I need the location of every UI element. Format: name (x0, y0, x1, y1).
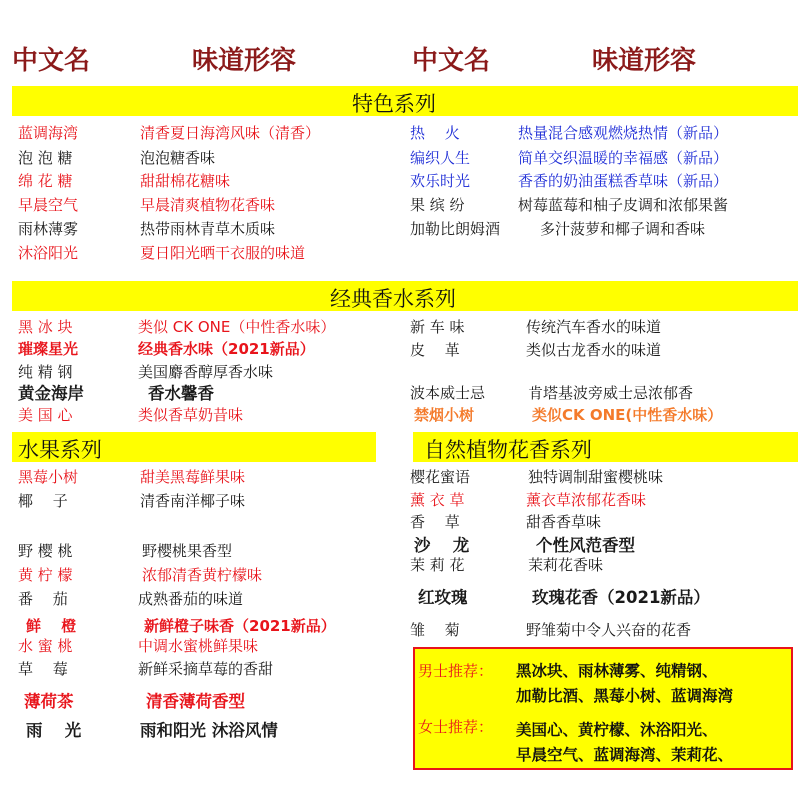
list-item: 雨和阳光 沐浴风情 (140, 721, 278, 740)
list-item: 番 茄 (18, 590, 68, 608)
list-item: 传统汽车香水的味道 (526, 318, 662, 336)
list-item: 树莓蓝莓和柚子皮调和浓郁果酱 (518, 196, 729, 214)
list-item: 茉莉花香味 (528, 556, 604, 574)
list-item: 类似古龙香水的味道 (526, 341, 662, 359)
list-item: 个性风范香型 (536, 536, 635, 555)
list-item: 香 草 (410, 513, 460, 531)
list-item: 美国麝香醇厚香水味 (138, 363, 274, 381)
list-item: 编织人生 (410, 149, 471, 167)
women-recommend-label: 女士推荐： (418, 718, 494, 736)
list-item: 水 蜜 桃 (18, 637, 73, 655)
list-item: 类似CK ONE(中性香水味） (532, 406, 723, 424)
list-item: 雨林薄雾 (18, 220, 79, 238)
list-item: 中调水蜜桃鲜果味 (138, 637, 259, 655)
list-item: 类似香草奶昔味 (138, 406, 244, 424)
list-item: 经典香水味（2021新品） (138, 340, 315, 358)
list-item: 多汁菠萝和椰子调和香味 (540, 220, 706, 238)
section-title-special: 特色系列 (352, 92, 436, 116)
list-item: 野樱桃果香型 (142, 542, 233, 560)
list-item: 独特调制甜蜜樱桃味 (528, 468, 664, 486)
list-item: 新 车 味 (410, 318, 465, 336)
list-item: 野雏菊中令人兴奋的花香 (526, 621, 692, 639)
list-item: 禁烟小树 (414, 406, 475, 424)
list-item: 美 国 心 (18, 406, 73, 424)
list-item: 沙 龙 (414, 536, 470, 555)
list-item: 夏日阳光晒干衣服的味道 (140, 244, 306, 262)
list-item: 类似 CK ONE（中性香水味） (138, 318, 336, 336)
section-title-nature: 自然植物花香系列 (424, 438, 592, 462)
list-item: 薰衣草浓郁花香味 (526, 491, 647, 509)
list-item: 黄金海岸 (18, 384, 84, 403)
list-item: 果 缤 纷 (410, 196, 465, 214)
list-item: 热带雨林青草木质味 (140, 220, 276, 238)
list-item: 甜甜棉花糖味 (140, 172, 231, 190)
list-item: 清香薄荷香型 (146, 692, 245, 711)
list-item: 蓝调海湾 (18, 124, 79, 142)
women-recommend-line2: 早晨空气、蓝调海湾、茉莉花、 (516, 746, 734, 764)
list-item: 薰 衣 草 (410, 491, 465, 509)
section-title-classic: 经典香水系列 (330, 287, 456, 311)
list-item: 热 火 (410, 124, 460, 142)
list-item: 香香的奶油蛋糕香草味（新品） (518, 172, 729, 190)
section-title-fruit: 水果系列 (18, 438, 102, 462)
men-recommend-label: 男士推荐： (418, 662, 494, 680)
list-item: 泡 泡 糖 (18, 149, 73, 167)
list-item: 椰 子 (18, 492, 68, 510)
list-item: 早晨清爽植物花香味 (140, 196, 276, 214)
men-recommend-line2: 加勒比酒、黑莓小树、蓝调海湾 (516, 687, 734, 705)
header-taste-right: 味道形容 (592, 46, 697, 76)
list-item: 热量混合感观燃烧热情（新品） (518, 124, 729, 142)
list-item: 新鲜采摘草莓的香甜 (138, 660, 274, 678)
list-item: 泡泡糖香味 (140, 149, 216, 167)
list-item: 黑 冰 块 (18, 318, 73, 336)
list-item: 成熟番茄的味道 (138, 590, 244, 608)
list-item: 欢乐时光 (410, 172, 471, 190)
list-item: 薄荷茶 (24, 692, 74, 711)
list-item: 红玫瑰 (418, 588, 468, 607)
header-taste-left: 味道形容 (192, 46, 297, 76)
list-item: 清香夏日海湾风味（清香） (140, 124, 321, 142)
list-item: 新鲜橙子味香（2021新品） (144, 617, 336, 635)
list-item: 绵 花 糖 (18, 172, 73, 190)
list-item: 甜香香草味 (526, 513, 602, 531)
list-item: 璀璨星光 (18, 340, 79, 358)
women-recommend-line1: 美国心、黄柠檬、沐浴阳光、 (516, 721, 718, 739)
list-item: 波本威士忌 (410, 384, 486, 402)
list-item: 野 樱 桃 (18, 542, 73, 560)
list-item: 清香南洋椰子味 (140, 492, 246, 510)
list-item: 雏 菊 (410, 621, 460, 639)
list-item: 简单交织温暖的幸福感（新品） (518, 149, 729, 167)
list-item: 樱花蜜语 (410, 468, 471, 486)
list-item: 茉 莉 花 (410, 556, 465, 574)
men-recommend-line1: 黑冰块、雨林薄雾、纯精钢、 (516, 662, 718, 680)
list-item: 肯塔基波旁威士忌浓郁香 (528, 384, 694, 402)
list-item: 黄 柠 檬 (18, 566, 73, 584)
header-name-left: 中文名 (12, 46, 91, 76)
list-item: 纯 精 钢 (18, 363, 73, 381)
list-item: 加勒比朗姆酒 (410, 220, 501, 238)
list-item: 黑莓小树 (18, 468, 79, 486)
list-item: 草 莓 (18, 660, 68, 678)
list-item: 鲜 橙 (26, 617, 77, 635)
list-item: 玫瑰花香（2021新品） (532, 588, 710, 607)
list-item: 早晨空气 (18, 196, 79, 214)
list-item: 甜美黑莓鲜果味 (140, 468, 246, 486)
list-item: 雨 光 (26, 721, 82, 740)
list-item: 沐浴阳光 (18, 244, 79, 262)
list-item: 皮 革 (410, 341, 460, 359)
list-item: 浓郁清香黄柠檬味 (142, 566, 263, 584)
header-name-right: 中文名 (412, 46, 491, 76)
list-item: 香水馨香 (148, 384, 214, 403)
